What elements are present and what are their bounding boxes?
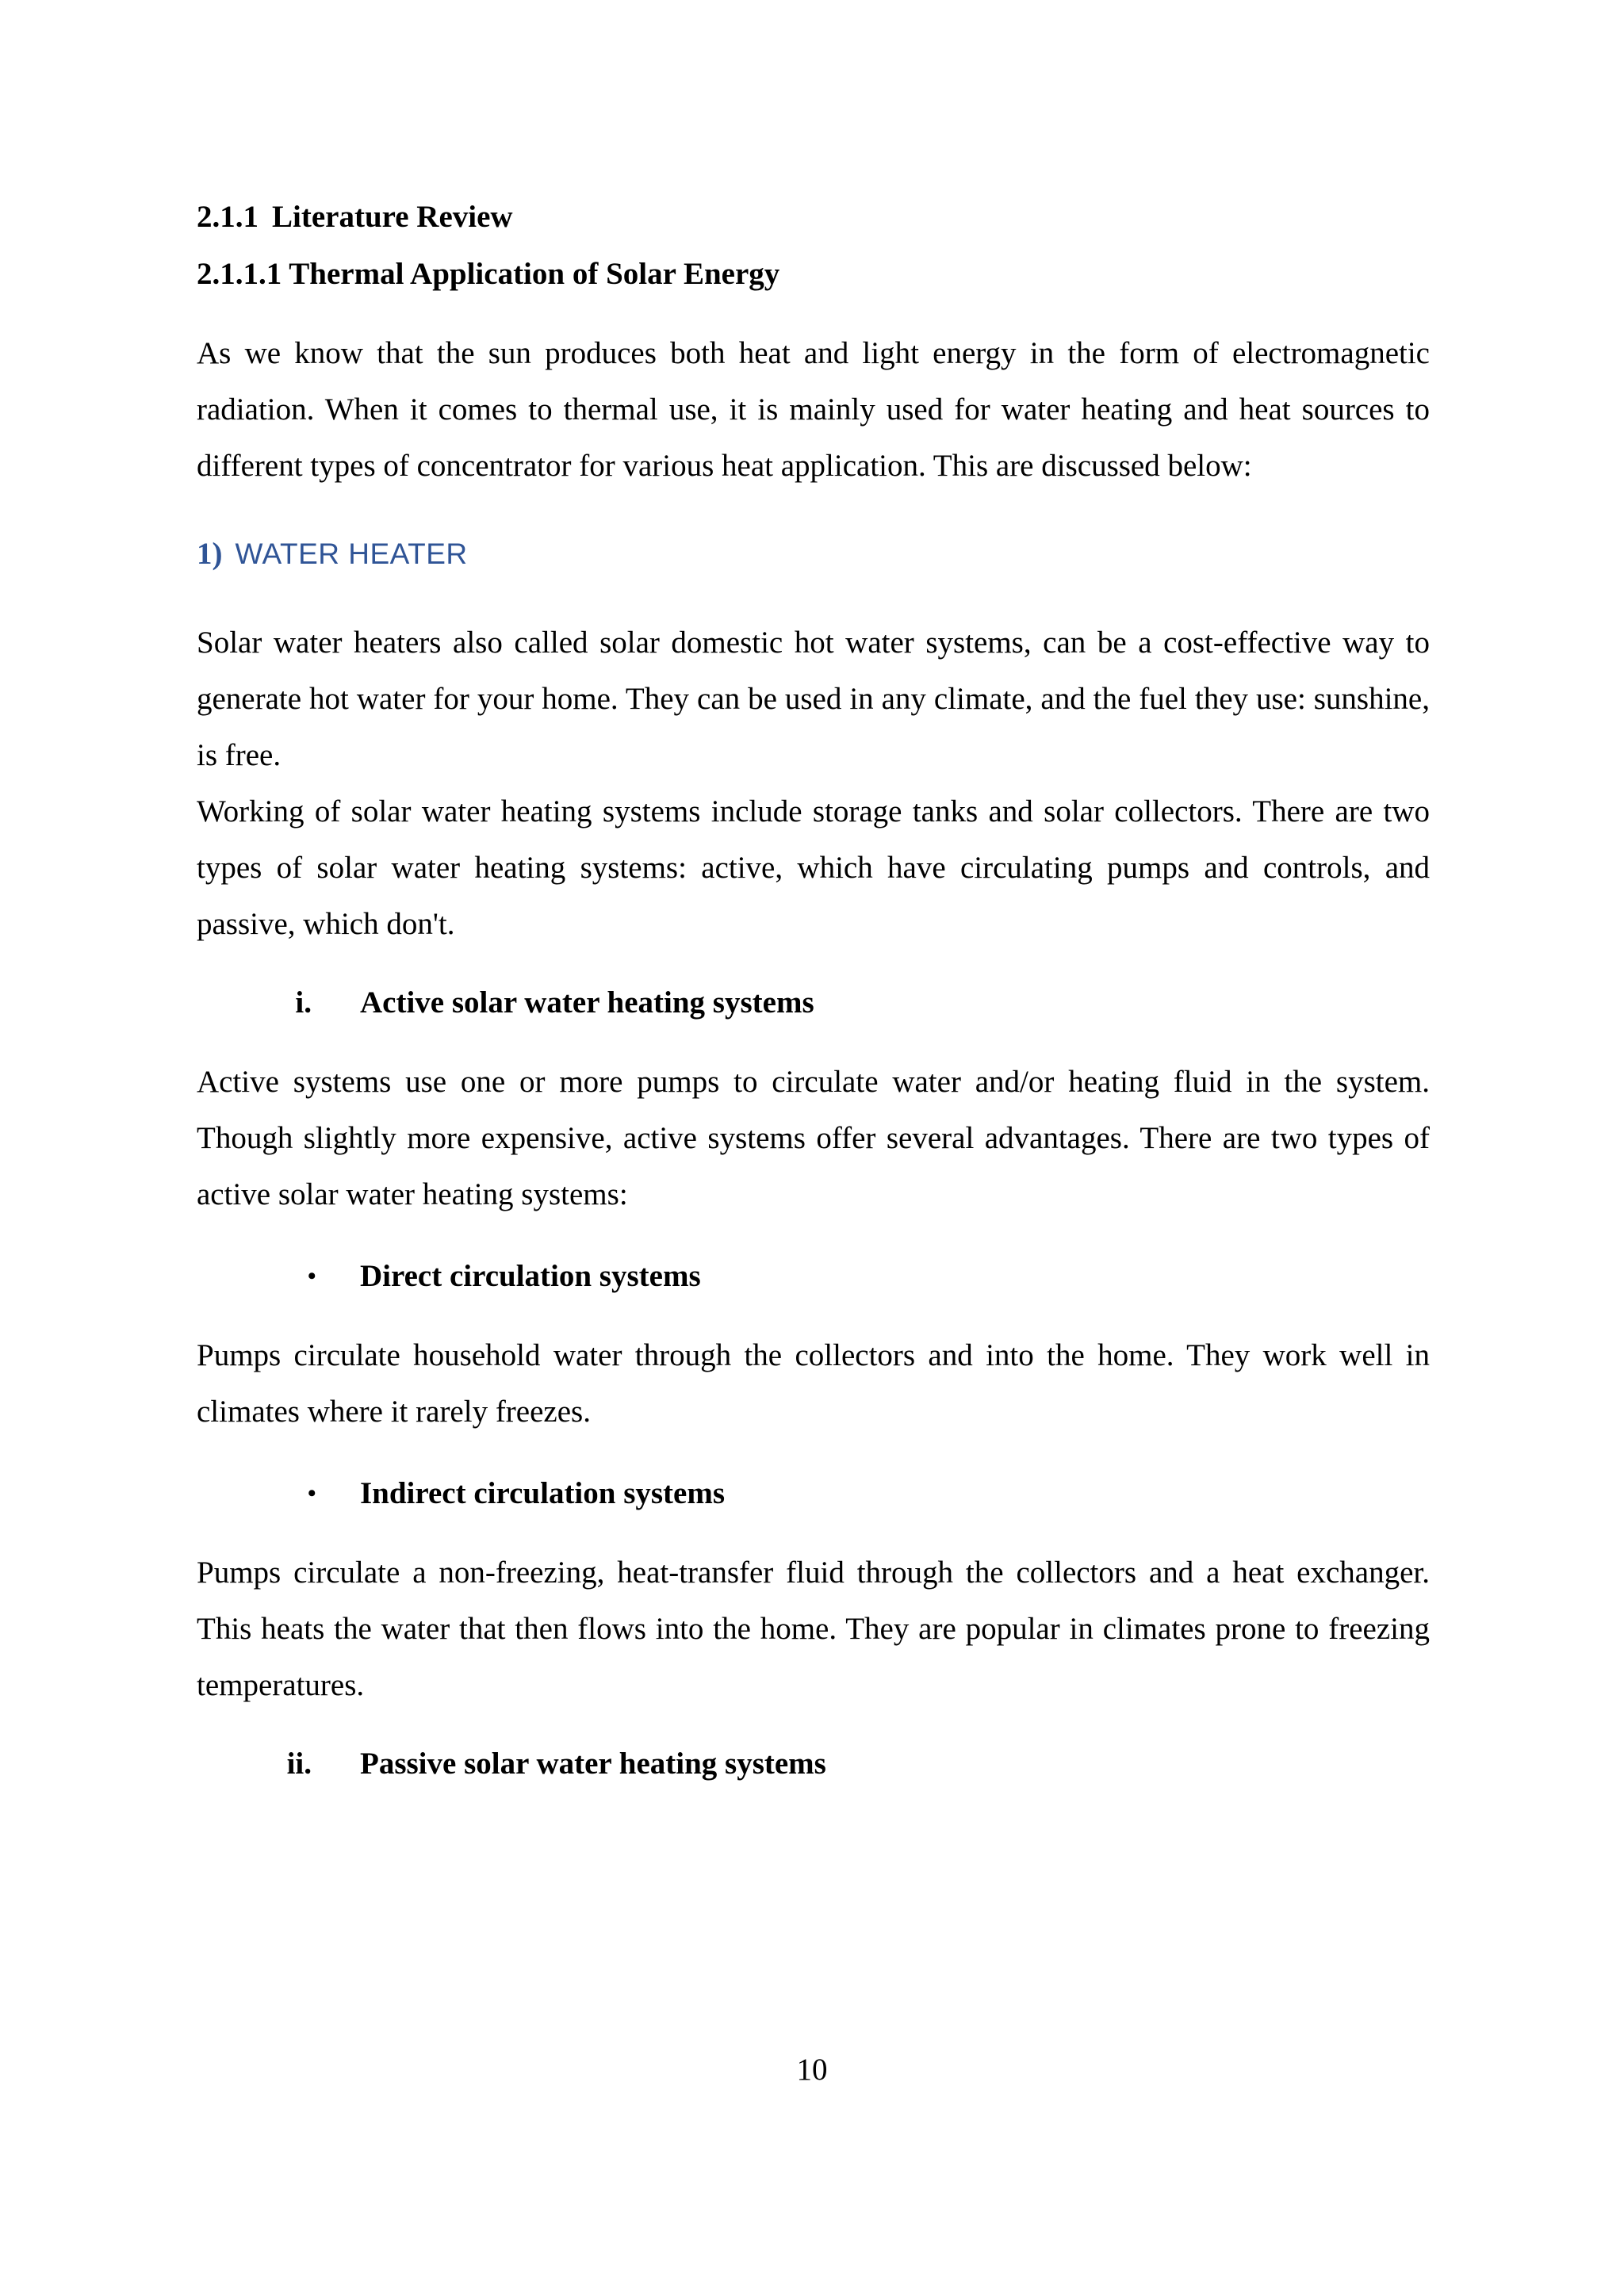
water-heater-paragraph-1: Solar water heaters also called solar domestic hot water systems, can be a cost-effective way to generate hot water for your home. They can be used in any climate, and the fuel they use: sunshine, is free. — [197, 626, 1430, 772]
heading-literature-review — [197, 197, 1430, 238]
bullet-icon: • — [308, 1480, 316, 1506]
active-systems-paragraph: Active systems use one or more pumps to circulate water and/or heating fluid in the system. Though slightly more expensive, active systems offer several advantages. There are two types of active solar water heating systems: — [197, 1065, 1430, 1211]
bullet-icon: • — [308, 1263, 316, 1289]
section-water-heater-title — [197, 534, 1430, 575]
heading-text: Literature Review — [272, 200, 513, 234]
section-number: 1) — [197, 537, 223, 571]
page-content — [197, 197, 1430, 1785]
page-number: 10 — [796, 2053, 828, 2087]
subheading-text: Direct circulation systems — [360, 1259, 701, 1293]
subheading-active-systems — [197, 982, 1430, 1024]
heading-number: 2.1.1 — [197, 200, 259, 234]
subheading-passive-systems — [197, 1743, 1430, 1785]
list-marker: i. — [295, 985, 312, 1020]
direct-circulation-paragraph: Pumps circulate household water through the collectors and into the home. They work well in climates where it rarely freezes. — [197, 1338, 1430, 1429]
subheading-direct-circulation — [197, 1256, 1430, 1297]
section-label: WATER HEATER — [235, 538, 468, 570]
water-heater-paragraph-2: Working of solar water heating systems include storage tanks and solar collectors. There are two types of solar water heating systems: active, which have circulating pumps and controls, and passive, which don't. — [197, 794, 1430, 941]
subheading-text: Indirect circulation systems — [360, 1476, 726, 1510]
subheading-text: Active solar water heating systems — [360, 985, 814, 1020]
heading-thermal-application: 2.1.1.1 Thermal Application of Solar Energy — [197, 257, 780, 291]
subheading-text: Passive solar water heating systems — [360, 1747, 826, 1781]
list-marker: ii. — [286, 1747, 312, 1781]
indirect-circulation-paragraph: Pumps circulate a non-freezing, heat-transfer fluid through the collectors and a heat exchanger. This heats the water that then flows into the home. They are popular in climates prone to freezing temperatures. — [197, 1556, 1430, 1702]
subheading-indirect-circulation — [197, 1473, 1430, 1514]
intro-paragraph: As we know that the sun produces both heat and light energy in the form of electromagnetic radiation. When it comes to thermal use, it is mainly used for water heating and heat sources to different types of concentrator for various heat application. This are discussed below: — [197, 336, 1430, 483]
